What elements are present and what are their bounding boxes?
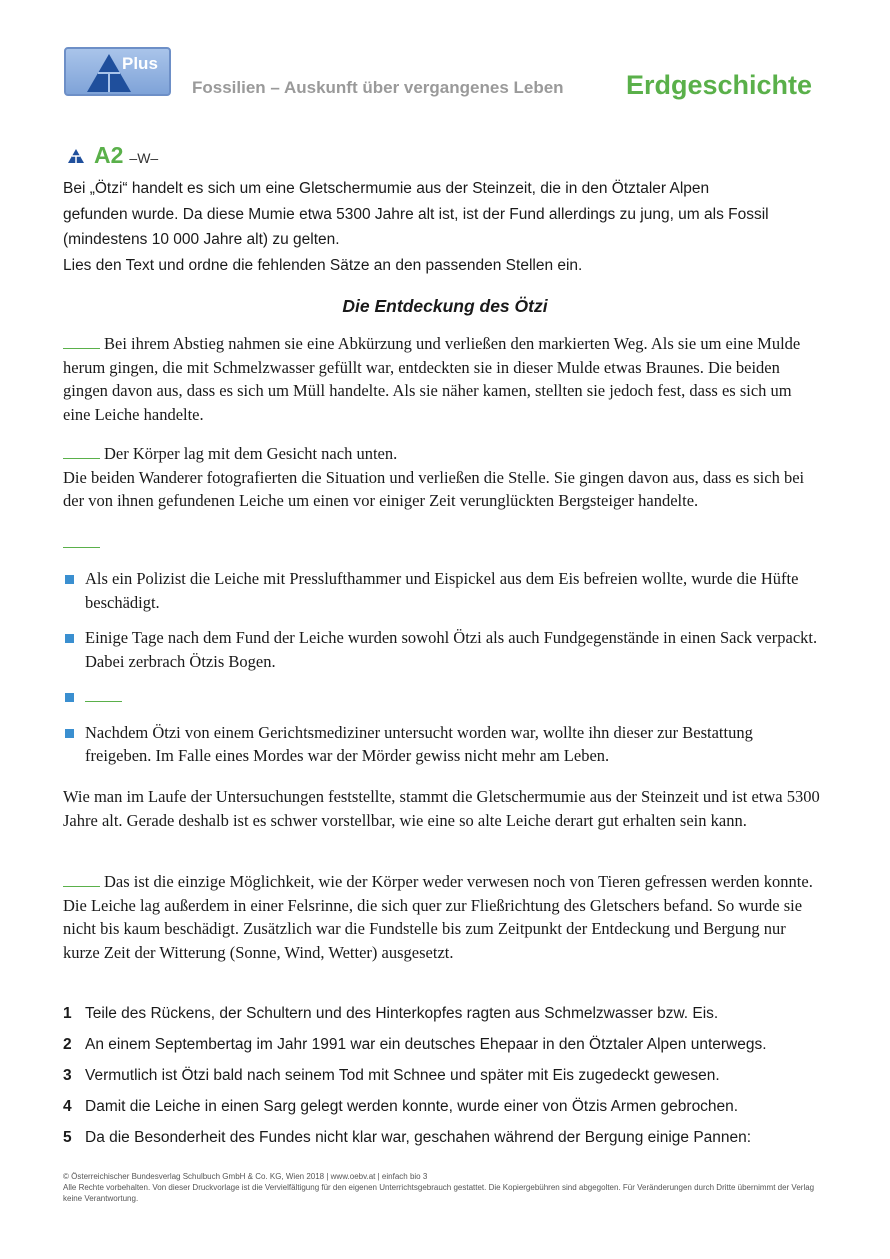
answer-blank[interactable] <box>63 873 100 887</box>
triangle-level-icon <box>68 149 84 163</box>
task-level: –W– <box>129 150 159 166</box>
answer-blank[interactable] <box>63 534 100 548</box>
intro-line: (mindestens 10 000 Jahre alt) zu gelten. <box>63 231 340 248</box>
option-row: 3 Vermutlich ist Ötzi bald nach seinem Tod mit Schnee und später mit Eis zugedeckt gewesen. <box>63 1067 720 1084</box>
list-item <box>63 685 823 709</box>
list-item: Einige Tage nach dem Fund der Leiche wurden sowohl Ötzi als auch Fundgegenstände in einen Sack verpackt. Dabei zerbrach Ötzis Bogen. <box>63 626 823 673</box>
answer-blank[interactable] <box>63 445 100 459</box>
footer-copyright: © Österreichischer Bundesverlag Schulbuch GmbH & Co. KG, Wien 2018 | www.oebv.at | einfach bio 3 <box>63 1172 428 1181</box>
story-paragraph-1 <box>63 332 823 426</box>
answer-blank[interactable] <box>85 688 122 702</box>
bullet-square-icon <box>65 575 74 584</box>
intro-line: Lies den Text und ordne die fehlenden Sätze an den passenden Stellen ein. <box>63 256 583 274</box>
paragraph-text: Bei ihrem Abstieg nahmen sie eine Abkürzung und verließen den markierten Weg. Als sie um eine Mulde herum gingen, die mit Schmelzwasser gefüllt war, entdeckten sie in dieser Mulde etwas Braunes. Die beiden gingen davon aus, dass es sich um Müll handelte. Als sie näher kamen, stellten sie jedoch fest, dass es sich um eine Leiche handelte. <box>63 334 801 424</box>
sentence-options <box>63 1004 823 1159</box>
story-paragraph-4 <box>63 870 823 964</box>
logo-text: Plus <box>122 54 158 73</box>
option-row: 5 Da die Besonderheit des Fundes nicht klar war, geschahen während der Bergung einige Pannen: <box>63 1129 752 1146</box>
task-header <box>68 142 158 169</box>
story-paragraph-3: Wie man im Laufe der Untersuchungen feststellte, stammt die Gletschermumie aus der Steinzeit und ist etwa 5300 Jahre alt. Gerade deshalb ist es schwer vorstellbar, wie eine so alte Leiche derart gut erhalten sein kann. <box>63 787 820 830</box>
option-row: 1 Teile des Rückens, der Schultern und des Hinterkopfes ragten aus Schmelzwasser bzw. Eis. <box>63 1005 719 1022</box>
answer-blank[interactable] <box>63 335 100 349</box>
bullet-square-icon <box>65 693 74 702</box>
option-row: 4 Damit die Leiche in einen Sarg gelegt werden konnte, wurde einer von Ötzis Armen gebrochen. <box>63 1098 739 1115</box>
footer-rights: Alle Rechte vorbehalten. Von dieser Druckvorlage ist die Vervielfältigung für den eigenen Unterrichtsgebrauch gestattet. Die Kopiergebühren sind abgegolten. Für Veränderungen durch Dritte übernimmt der Verlag keine Verantwortung. <box>63 1183 815 1203</box>
option-row: 2 An einem Septembertag im Jahr 1991 war ein deutsches Ehepaar in den Ötztaler Alpen unterwegs. <box>63 1036 767 1053</box>
paragraph-text: Die beiden Wanderer fotografierten die Situation und verließen die Stelle. Sie gingen davon aus, dass es sich bei der von ihnen gefundenen Leiche um einen vor einiger Zeit verunglückten Bergsteiger handelte. <box>63 467 805 510</box>
footer <box>63 1171 833 1204</box>
task-number: A2 <box>94 142 124 168</box>
story-paragraph-2 <box>63 442 823 513</box>
story-title: Die Entdeckung des Ötzi <box>342 296 548 316</box>
paragraph-text: Der Körper lag mit dem Gesicht nach unten. <box>104 444 398 463</box>
page-title: Erdgeschichte <box>626 70 813 100</box>
task-instructions <box>63 176 823 278</box>
intro-line: Bei „Ötzi“ handelt es sich um eine Gletschermumie aus der Steinzeit, die in den Ötztaler Alpen <box>63 180 710 197</box>
bullet-square-icon <box>65 634 74 643</box>
page-subtitle: Fossilien – Auskunft über vergangenes Leben <box>192 78 564 97</box>
list-item: Als ein Polizist die Leiche mit Presslufthammer und Eispickel aus dem Eis befreien wollte, wurde die Hüfte beschädigt. <box>63 567 823 614</box>
mishap-list <box>63 567 823 780</box>
bullet-square-icon <box>65 729 74 738</box>
intro-line: gefunden wurde. Da diese Mumie etwa 5300 Jahre alt ist, ist der Fund allerdings zu jung, um als Fossil <box>63 205 769 223</box>
list-item: Nachdem Ötzi von einem Gerichtsmediziner untersucht worden war, wollte ihn dieser zur Bestattung freigeben. Im Falle eines Mordes war der Mörder gewiss nicht mehr am Leben. <box>63 721 823 768</box>
paragraph-text: Das ist die einzige Möglichkeit, wie der Körper weder verwesen noch von Tieren gefressen werden konnte. Die Leiche lag außerdem in einer Felsrinne, die sich quer zur Fließrichtung des Gletschers befand. So wurde sie nicht bis kaum beschädigt. Zusätzlich war die Fundstelle bis zum Zeitpunkt der Entdeckung und Bergung nur kurze Zeit der Witterung (Sonne, Wind, Wetter) ausgesetzt. <box>63 872 813 962</box>
plus-logo <box>64 47 171 96</box>
